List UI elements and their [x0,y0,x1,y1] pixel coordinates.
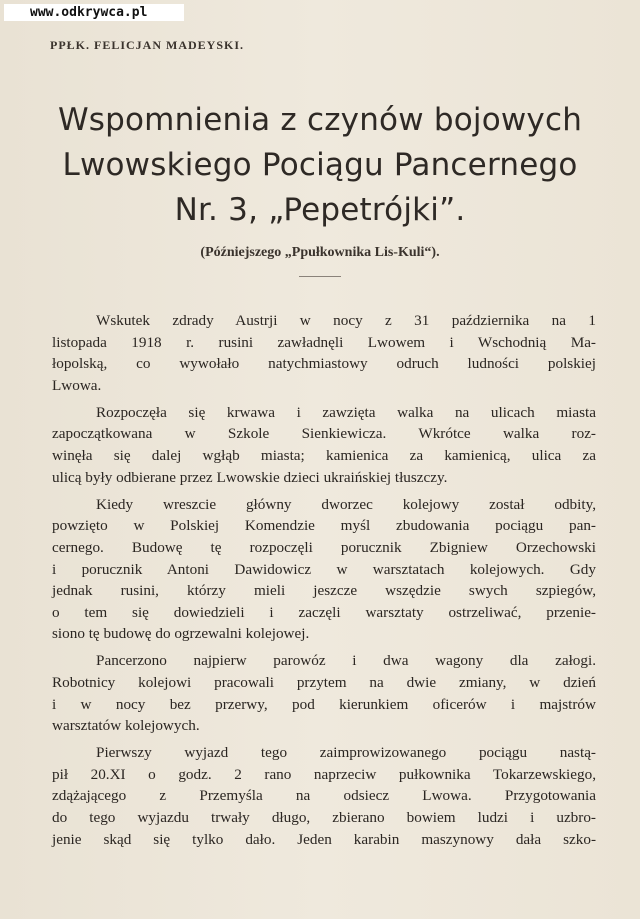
text-line: Pancerzono najpierw parowóz i dwa wagony dla załogi. [96,652,596,670]
text-line: i w nocy bez przerwy, pod kierunkiem oficerów i majstrów [52,695,596,713]
paragraph [52,742,596,850]
divider-rule [299,276,341,277]
author-name: PPŁK. FELICJAN MADEYSKI. [50,38,245,52]
text-line: zdążającego z Przemyśla na odsiecz Lwowa. Przygotowania [52,787,596,805]
text-line: ulicą były odbierane przez Lwowskie dzieci ukraińskiej tłuszczy. [52,468,448,486]
text-line: i porucznik Antoni Dawidowicz w warsztatach kolejowych. Gdy [52,560,596,578]
title-line: Wspomnienia z czynów bojowych [57,102,583,138]
text-line: Rozpoczęła się krwawa i zawzięta walka na ulicach miasta [96,403,596,421]
text-line: pił 20.XI o godz. 2 rano naprzeciw pułkownika Tokarzewskiego, [52,765,596,783]
watermark: www.odkrywca.pl [4,4,184,21]
text-line: cernego. Budowę tę rozpoczęli porucznik Zbigniew Orzechowski [52,538,596,556]
title-line: Lwowskiego Pociągu Pancernego [62,147,578,183]
text-line: o tem się dowiedzieli i zaczęli warsztaty ostrzeliwać, przenie- [52,603,596,621]
text-line: łopolską, co wywołało natychmiastowy odruch ludności polskiej [52,355,596,373]
article-body [52,310,596,856]
paragraph [52,494,596,645]
text-line: Lwowa. [52,376,102,394]
text-line: Wskutek zdrady Austrji w nocy z 31 października na 1 [96,312,596,329]
text-line: zapoczątkowana w Szkole Sienkiewicza. Wkrótce walka roz- [52,425,596,443]
title-line: Nr. 3, „Pepetrójki”. [174,192,466,228]
article-title [20,98,620,233]
text-line: Kiedy wreszcie główny dworzec kolejowy został odbity, [96,495,596,513]
text-line: siono tę budowę do ogrzewalni kolejowej. [52,625,310,643]
text-line: jenie skąd się tylko dało. Jeden karabin maszynowy dała szko- [52,830,596,848]
text-line: jednak rusini, którzy mieli jeszcze wszędzie swych szpiegów, [52,582,596,600]
text-line: powzięto w Polskiej Komendzie myśl zbudowania pociągu pan- [52,517,596,535]
text-line: Pierwszy wyjazd tego zaimprowizowanego pociągu nastą- [96,744,596,762]
text-line: warsztatów kolejowych. [52,717,200,735]
text-line: do tego wyjazdu trwały długo, zbierano bowiem ludzi i uzbro- [52,809,596,827]
text-line: winęła się dalej wgłąb miasta; kamienica za kamienicą, ulica za [52,447,596,465]
article-subtitle: (Późniejszego „Ppułkownika Lis-Kuli“). [200,245,440,260]
paragraph [52,402,596,488]
text-line: Robotnicy kolejowi pracowali przytem na dwie zmiany, w dzień [52,674,596,691]
paragraph [52,650,596,736]
paragraph [52,310,596,396]
text-line: listopada 1918 r. rusini zawładnęli Lwowem i Wschodnią Ma- [52,333,596,351]
